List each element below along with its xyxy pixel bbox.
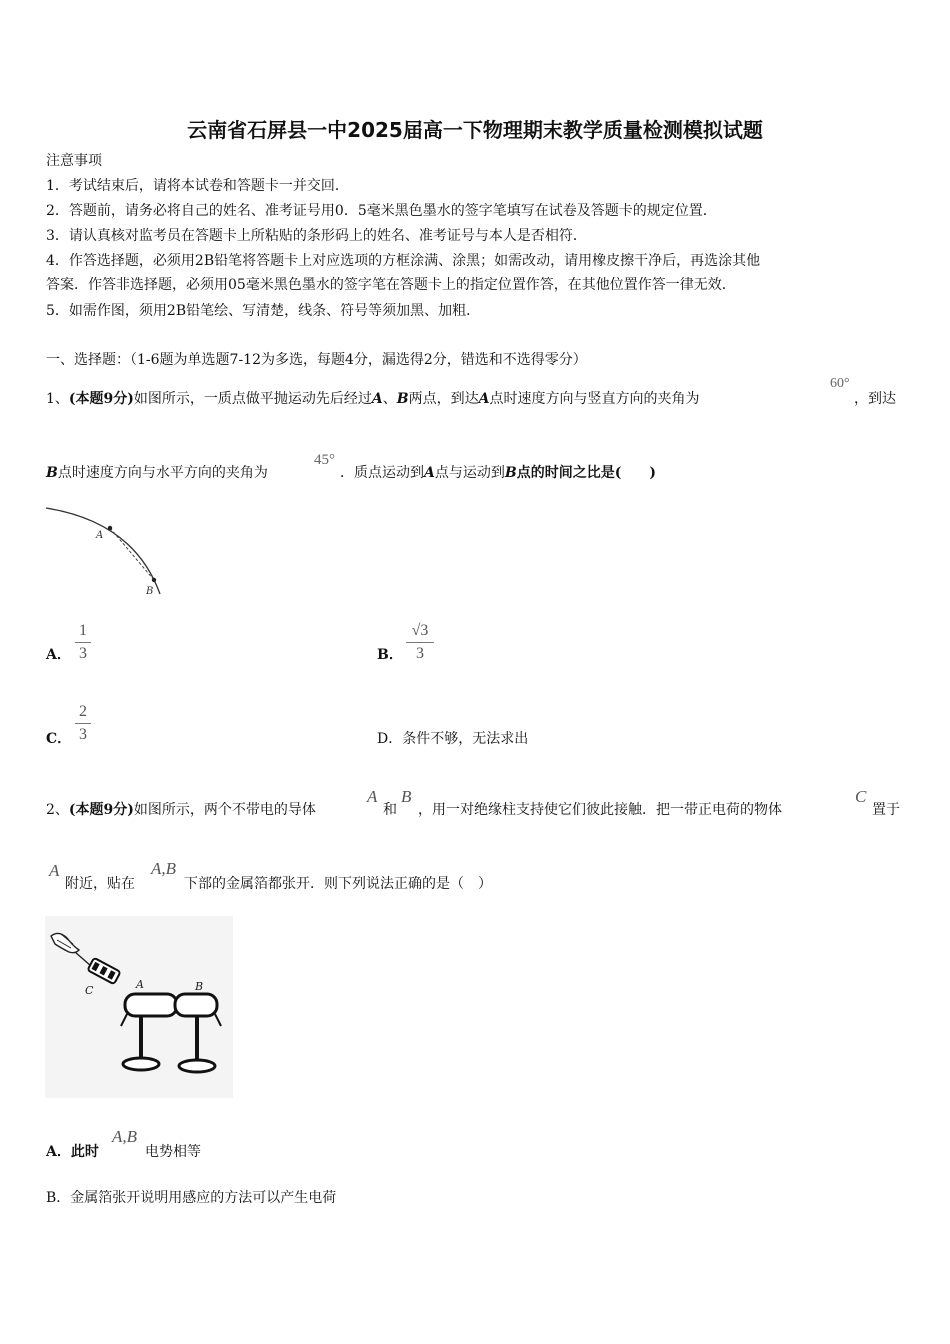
fig-label-c: C — [85, 984, 94, 997]
point-b: B — [396, 391, 409, 407]
question-text: ，用一对绝缘柱支持使它们彼此接触．把一带正电荷的物体 — [418, 802, 782, 818]
question-text: 附近，贴在 — [65, 876, 135, 892]
question-number: 2、 — [46, 802, 69, 818]
object-c: C — [855, 787, 867, 806]
point-b: B — [504, 465, 517, 481]
notice-item: 5．如需作图，须用2B铅笔绘、写清楚，线条、符号等须加黑、加粗． — [46, 303, 481, 319]
conductors-ab: A,B — [112, 1127, 138, 1146]
option-a-text: 电势相等 — [145, 1144, 201, 1160]
question-text: ，到达 — [854, 391, 896, 407]
hand-shape — [51, 933, 79, 952]
denominator: 3 — [79, 726, 87, 743]
chord-dashed-line — [110, 528, 154, 580]
angle-45: 45° — [314, 452, 335, 468]
conductor-diagram — [45, 916, 233, 1098]
conductor-svg — [45, 916, 233, 1098]
option-b-fraction — [406, 622, 434, 663]
option-d: D．条件不够，无法求出 — [377, 731, 529, 747]
notice-item: 4．作答选择题，必须用2B铅笔将答题卡上对应选项的方框涂满、涂黑；如需改动，请用橡皮擦干净后，再选涂其他 — [46, 253, 761, 269]
option-c-label: C． — [46, 731, 72, 747]
question-text: 和 — [383, 802, 397, 818]
point-b-dot — [152, 578, 156, 582]
fig-label-b: B — [146, 586, 154, 597]
fig-label-a: A — [136, 978, 144, 991]
point-a-dot — [108, 526, 112, 530]
conductor-a: A — [367, 787, 378, 806]
question-text: 点时速度方向与水平方向的夹角为 — [57, 465, 268, 481]
option-c-fraction — [75, 703, 91, 744]
question-text: 置于 — [872, 802, 900, 818]
numerator: 2 — [79, 703, 87, 720]
option-a-label: A．此时 — [46, 1144, 99, 1160]
trajectory-curve — [46, 508, 160, 594]
conductors-ab: A,B — [151, 859, 177, 878]
option-a-label: A． — [46, 647, 71, 663]
question-text: 下部的金属箔都张开．则下列说法正确的是（ ） — [184, 876, 492, 892]
question-text: 点时速度方向与竖直方向的夹角为 — [489, 391, 700, 407]
notice-item: 3．请认真核对监考员在答题卡上所粘贴的条形码上的姓名、准考证号与本人是否相符． — [46, 228, 587, 244]
fig-label-a: A — [96, 530, 104, 541]
base-b — [179, 1060, 215, 1072]
angle-60: 60° — [830, 376, 850, 391]
question-text: 点与运动到 — [434, 465, 505, 481]
conductor-b: B — [401, 787, 412, 806]
point-a: A — [371, 391, 383, 407]
question-1-line-2b — [340, 463, 656, 483]
denominator: 3 — [416, 645, 424, 662]
question-text: 如图所示，一质点做平抛运动先后经过 — [133, 391, 372, 407]
numerator: √3 — [411, 622, 429, 639]
projectile-diagram — [44, 504, 168, 600]
question-2-line-1a — [46, 800, 316, 820]
question-text: 点的时间之比是( ) — [516, 465, 656, 481]
option-b: B．金属箔张开说明用感应的方法可以产生电荷 — [46, 1190, 337, 1206]
question-text: ．质点运动到 — [340, 465, 424, 481]
base-a — [123, 1058, 159, 1070]
leaf-a — [121, 1014, 127, 1026]
question-1-line-1 — [46, 389, 700, 409]
notice-item: 答案．作答非选择题，必须用05毫米黑色墨水的签字笔在答题卡上的指定位置作答，在其他位置作答一律无效． — [46, 277, 736, 293]
numerator: 1 — [79, 622, 87, 639]
question-text: 两点，到达 — [408, 391, 479, 407]
point-b: B — [46, 465, 58, 481]
notice-item: 2．答题前，请务必将自己的姓名、准考证号用0．5毫米黑色墨水的签字笔填写在试卷及答题卡的规定位置． — [46, 203, 717, 219]
question-1-line-2 — [46, 463, 268, 483]
option-b-label: B． — [377, 647, 403, 663]
point-a: A — [424, 465, 435, 481]
question-score: (本题9分) — [68, 391, 134, 407]
section-heading: 一、选择题：（1-6题为单选题7-12为多选，每题4分，漏选得2分，错选和不选得零分） — [46, 352, 587, 368]
option-a-fraction — [75, 622, 91, 663]
rod-handle — [75, 952, 91, 966]
notice-heading: 注意事项 — [46, 153, 102, 169]
point-a: A — [478, 391, 490, 407]
conductor-a: A — [49, 861, 60, 880]
fig-label-b: B — [195, 980, 204, 993]
leaf-b — [215, 1014, 221, 1026]
separator: 、 — [382, 391, 397, 407]
question-number: 1、 — [46, 391, 69, 407]
conductor-a-body — [125, 994, 177, 1016]
denominator: 3 — [79, 645, 87, 662]
page-title: 云南省石屏县一中2025届高一下物理期末教学质量检测模拟试题 — [187, 118, 763, 142]
question-text: 如图所示，两个不带电的导体 — [133, 802, 316, 818]
conductor-b-body — [175, 994, 217, 1016]
question-score: (本题9分) — [68, 802, 134, 818]
notice-item: 1．考试结束后，请将本试卷和答题卡一并交回． — [46, 178, 349, 194]
